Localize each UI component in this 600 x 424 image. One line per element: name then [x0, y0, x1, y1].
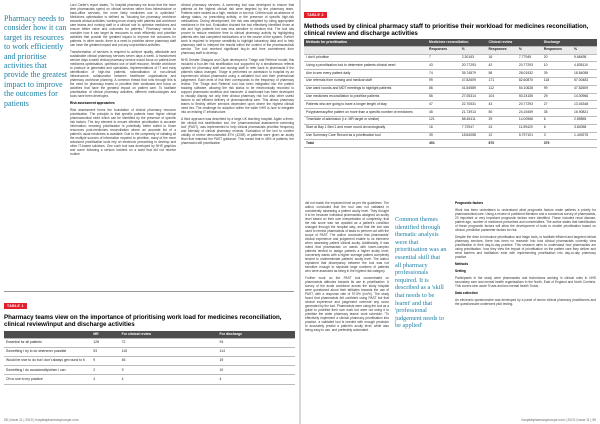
- table-cell: 27: [542, 101, 572, 109]
- paragraph: Risk assessment forms the foundation of clinical pharmacy resource prioritisation. The principle is that specific patients have higher clinical pharmaceutical need which can be identified by the presence of specific risk factors. The key element to ensure effective prioritisation is accurate information; meaning prioritisation is potentially better suited to those resources post-medicines reconciliation where an accurate list of a patient's usual medicines is available. Due to the complexity of collating all the multiple sources of information required to prioritise, many of the more advanced prioritisation tools rely on electronic prescribing to develop and other IT-based solutions. One such tool was developed by NHS graphics and some following a serious incident on a ward that did not receive routine: [70, 108, 176, 156]
- table-cell: 10: [542, 62, 572, 70]
- table-cell: 54.10628: [517, 85, 542, 93]
- table-2: [304, 3, 597, 148]
- table-cell: 379: [542, 140, 572, 148]
- table-row: [304, 93, 597, 101]
- table-cell: 58.45411: [460, 116, 487, 124]
- row-label: Use ward rounds and MDT meetings to highlight patients: [304, 85, 427, 93]
- table-cell: 13.04348: [572, 101, 597, 109]
- table-cell: 18.84058: [572, 70, 597, 78]
- section-heading: Risk assessment approaches: [70, 101, 115, 105]
- right-column-2: [455, 201, 596, 411]
- right-page: [301, 0, 600, 424]
- left-column-2: [181, 3, 294, 288]
- table-cell: 5.797101: [517, 132, 542, 140]
- table-cell: 21.73913: [460, 109, 487, 117]
- table-cell: 7.77949: [517, 54, 542, 62]
- table-cell: 27.05314: [460, 93, 487, 101]
- table-row: [304, 116, 597, 124]
- table-cell: 118: [542, 77, 572, 85]
- paragraph: Lord Carter's report states, "In hospital pharmacy we know that the more time pharmacists spend on clinical services rather than infrastructure or back-office services, the more likely medicines use is optimised." Medicines optimisation is defined as "focusing the pharmacy workforce towards clinical activities; working more closely with patients and workforce care teams and nursing staff in a clinical role to optimise medicines and ensure better value and outcomes for patients." Pharmacy needs to consider how it can target its resources to work efficiently and prioritise activities that provide the greatest impact to improve the outcomes for patients. In other words, there is a need to prioritise where pharmacy staff can have the greatest impact and put any unprioritised activities.: [70, 3, 176, 47]
- paragraph: Transformation of services is required to achieve quality, affordable and sustainable clinical pharmacy services seven days a week. A transformed service days a week clinical pharmacy service would focus on patient-level medicines optimisation, optimised use of staff resource, flexible workforce to produce or generated and specialists, implementations of IT and early identification of high-risk patients, rationalisation of non-clinical infrastructure, collaboration between healthcare organisations and pharmacy workforce planning. A common thread that runs through this is the need for pharmacy teams to prioritise their workloads and focus on activities that have the greatest impact on patient care. To facilitate prioritisation of clinical pharmacy activities, different methodologies and tools have been developed.: [70, 50, 176, 98]
- table-label: TABLE 1: [4, 303, 27, 308]
- table-header: For discharge: [218, 331, 295, 338]
- table-header: Medicines reconciliation: [427, 39, 487, 46]
- table-cell: 4: [218, 375, 295, 384]
- table-cell: 2.30163: [460, 54, 487, 62]
- table-header: Discharge: [542, 39, 597, 46]
- table-row: [304, 62, 597, 70]
- section-heading: Methods: [455, 262, 469, 266]
- table-row: [304, 132, 597, 140]
- table-row: [4, 338, 295, 347]
- table-cell: [517, 140, 542, 148]
- table-cell: 670: [487, 140, 517, 148]
- table-cell: 24: [487, 124, 517, 132]
- table-row: [304, 109, 597, 117]
- table-cell: 114: [218, 347, 295, 356]
- left-page: [0, 0, 299, 424]
- table-cell: 16: [427, 124, 460, 132]
- table-header: MR: [91, 331, 119, 338]
- table-cell: 10: [218, 366, 295, 375]
- table-cell: 2.89855: [572, 116, 597, 124]
- table-cell: 43: [487, 101, 517, 109]
- table-cell: 9: [120, 366, 218, 375]
- table-cell: 11.59420: [517, 124, 542, 132]
- table-cell: 18.84058: [460, 132, 487, 140]
- row-label: Use Summary Care Record as a prioritisation tool: [304, 132, 427, 140]
- page-footer: 58 | Issue 11 | 2019 | hospitalpharmacyeurope.com: [4, 418, 79, 422]
- table-cell: 4.835110: [572, 62, 597, 70]
- table-cell: 39: [542, 70, 572, 78]
- row-label: I don't prioritise: [304, 54, 427, 62]
- table-row: [304, 124, 597, 132]
- table-cell: 16.90821: [572, 109, 597, 117]
- table-cell: 56: [427, 93, 460, 101]
- table-cell: 7.72947: [460, 124, 487, 132]
- page-footer: hospitalpharmacyeurope.com | 2019 | Issue 11 | 59: [521, 418, 596, 422]
- row-label: Something I do occasionally/when I can: [4, 366, 91, 375]
- table-cell: 47: [427, 101, 460, 109]
- row-label: Aim to see every patient daily: [304, 70, 427, 78]
- table-row: [304, 85, 597, 93]
- table-cell: 86: [427, 85, 460, 93]
- table-row: [4, 366, 295, 375]
- subsection-heading: Data collection: [455, 291, 478, 295]
- table-subheader: Responses: [487, 46, 517, 54]
- table-cell: 9: [91, 357, 119, 366]
- table-cell: 19: [218, 357, 295, 366]
- table-cell: 9.66498: [572, 54, 597, 62]
- table-header: Methods for prioritisation: [304, 39, 427, 46]
- table-title: Pharmacy teams view on the importance of prioritising work load for medicines reconciliation, clinical review/input and discharge activities: [4, 314, 282, 328]
- right-column-1: [305, 201, 389, 411]
- table-header: For clinical review: [120, 331, 218, 338]
- table-cell: 4: [120, 375, 218, 384]
- table-cell: 20.77293: [517, 101, 542, 109]
- table-row: [4, 375, 295, 384]
- row-label: Start at Bay 1 Bed 1 and move round chronologically: [304, 124, 427, 132]
- table-cell: 39: [427, 132, 460, 140]
- paragraph: Work has been undertaken to understand what prognostic factors make patients a priority for pharmaceutical care. Using a review of published literature and a consensus survey of pharmacists, 23 important or very important prognostic factors were identified. These included renal disease, patient age, number of medicines prescribed and comorbidities. The author states that identification of these prognostic factors will allow the development of tools to enable prioritisation based on clinical, prediction parameter factors for risk.: [455, 208, 596, 232]
- table-cell: 20.77293: [517, 62, 542, 70]
- table-cell: [572, 140, 597, 148]
- table-cell: 20: [542, 54, 572, 62]
- table-cell: 50.24155: [517, 93, 542, 101]
- table-cell: 58: [487, 70, 517, 78]
- table-cell: 29: [487, 116, 517, 124]
- table-subheader: %: [517, 46, 542, 54]
- paragraph: Further work on the PAST tool concentrated on pharmacists attitudes towards its use in prioritisation. A survey of the acute workforce across the study hospital were questioned about their attitudes towards the use of PAST, with a response rate of 97.5% (n/n%). The study found that pharmacists felt confident using PAST but that clinical experience and judgement overrode any score generated by the tool. Pharmacists were using the tool as a guide to prioritise their own work but were not using it to prioritise the wider pharmacy teams' work schedule. "To effectively implement a clinical pharmacy prioritisation into practice, a validated tool is needed with enough precision to accurately predict a patient's acuity level, while also being easy to use, and preferably automated.: [305, 276, 389, 332]
- table-cell: 128: [91, 338, 119, 347]
- table-cell: 491: [427, 140, 460, 148]
- paragraph: did not match the expected level as per the guidelines. The author concluded that the tool was not validated in consistently assessing a patient acuity level. They thought it to be because individual pharmacists assigned an acuity level based on their own interpretation of complexity; that the risk score was not updated as a patient's condition changed through the hospital stay; and that the tool was used to remind pharmacists of tasks to perform out with the scope of PAST. The author concluded that pharmacists' clinical experience and judgement enable to us intervene when assessing patient clinical acuity. Additionally, it was noted that pharmacists on wards with lower-complex patients tended to assign patients a higher acuity level; conversely wards with a higher average patient complexity tended to underestimate patients' acuity level. The author explained that discrepancy between the tool was not sensitive enough to separate large numbers of patients who were assessed as being in the highest risk category.: [305, 201, 389, 273]
- table-title: Methods used by clinical pharmacy staff to prioritise their workload for medicines reconciliation, clinical review and discharge activities: [304, 23, 589, 37]
- table-cell: 104: [487, 93, 517, 101]
- table-cell: 50: [487, 109, 517, 117]
- table-cell: [460, 140, 487, 148]
- table-cell: 14.00966: [517, 116, 542, 124]
- table-cell: 43: [427, 62, 460, 70]
- row-label: Time/date of admission (i.e. MR target or similar): [304, 116, 427, 124]
- table-cell: 82.60870: [517, 77, 542, 85]
- table-cell: 47.82609: [572, 85, 597, 93]
- table-label: TABLE 2: [304, 12, 327, 17]
- table-cell: 1.449275: [572, 132, 597, 140]
- table-cell: 12: [487, 132, 517, 140]
- paragraph: Despite the drive to introduce prioritisation and triage tools, to facilitate efficient and targeted clinical pharmacy services, there has been no research into how clinical pharmacists currently view prioritisation in their day-to-day practice. This research aims to understand how pharmacists are using prioritisation, how they view the impact of prioritisation on the patient care they deliver and what barriers and facilitators exist with implementing prioritisation into day-to-day pharmacy practice.: [455, 235, 596, 259]
- left-column-1: [70, 3, 176, 288]
- table-subheader: Responses: [542, 46, 572, 54]
- table-row: [304, 140, 597, 148]
- table-row: [4, 347, 295, 356]
- divider: [4, 291, 294, 292]
- table-cell: 2: [91, 366, 119, 375]
- table-cell: 93: [91, 347, 119, 356]
- table-cell: 121: [427, 116, 460, 124]
- table-cell: 57.00483: [572, 77, 597, 85]
- table-cell: 7: [427, 54, 460, 62]
- table-cell: 112: [487, 85, 517, 93]
- table-subheader: %: [572, 46, 597, 54]
- table-row: [304, 101, 597, 109]
- table-2-grid: [304, 39, 597, 148]
- table-cell: 115: [120, 347, 218, 356]
- table-cell: 29: [542, 93, 572, 101]
- table-cell: 28.01932: [517, 70, 542, 78]
- table-subheader-row: [304, 46, 597, 54]
- table-subheader: %: [460, 46, 487, 54]
- row-label: Total: [304, 140, 427, 148]
- table-row: [304, 70, 597, 78]
- table-cell: 42: [487, 62, 517, 70]
- table-1-grid: [4, 331, 295, 385]
- table-cell: 3: [542, 132, 572, 140]
- row-label: Of no use to my practice: [4, 375, 91, 384]
- table-cell: 35: [542, 109, 572, 117]
- row-label: Use referrals from nursing and medical staff: [304, 77, 427, 85]
- table-subheader: Responses: [427, 46, 460, 54]
- subsection-heading: Setting: [455, 269, 466, 273]
- table-row: [304, 77, 597, 85]
- table-cell: 14.00966: [572, 93, 597, 101]
- table-cell: 46: [120, 357, 218, 366]
- table-cell: 47.82609: [460, 77, 487, 85]
- table-row: [4, 357, 295, 366]
- table-cell: 99: [542, 85, 572, 93]
- paragraph: clinical pharmacy services. A screening tool was developed to ensure that patients at the highest clinical risk were targeted by the pharmacy team. Patients were ranked as a high, medium or low risk. Criteria such as absence of allergy status, no prescribing activity, or the presence of specific high-risk medications. During development, the risk was weighted by using appropriate medicines in the tool. Evaluation showed the tool effectively identified those at risk and high patients but was less sensitive to medium risk. The tool has proven to reduce medicine time to clinical pharmacy activity by highlighting patients who had completed medications or in the course of the system. Further work is required to improve sensitivity to highlight laboratory data and to help pharmacy staff to interpret the results within the context of the pharmaceutical service. The tool received significant buy-in and time commitment from pharmacy staff to develop.: [181, 3, 294, 55]
- table-cell: 41.54589: [460, 85, 487, 93]
- row-label: Polypharmacy/the patient on more than a specific number of medicines: [304, 109, 427, 117]
- table-cell: 74: [427, 70, 460, 78]
- table-row: [304, 54, 597, 62]
- callout-quote: Common themes identified through thematic analysis were that prioritisation was an essential skill that all pharmacy professionals required. It is described as a 'skill that needs to be learnt' and that 'professional judgement needs to be applied': [395, 216, 447, 330]
- row-label: Something I try to do whenever possible: [4, 347, 91, 356]
- table-1: [4, 294, 295, 385]
- table-cell: 72: [120, 338, 218, 347]
- row-label: Use medicines reconciliation to prioritise patients: [304, 93, 427, 101]
- pull-quote: Pharmacy needs to consider how it can target its resources to work efficiently and prioritise activities that provide the greatest impact to improve the outcomes for patients: [4, 14, 68, 108]
- paragraph: An electronic questionnaire was developed by a panel of senior clinical pharmacy practitioners and the questionnaire underwent pilot testing.: [455, 298, 596, 306]
- table-header: [4, 331, 91, 338]
- table-cell: 171: [487, 77, 517, 85]
- section-heading: Prognostic factors: [455, 201, 484, 205]
- paragraph: Participants in the study were pharmacists and technicians working in clinical roles in NHS secondary care and mental health organisations in the North, East of England and North Cumbria. This covers nine acute Trusts and two mental health Trusts.: [455, 276, 596, 288]
- table-subheader: [304, 46, 427, 54]
- table-cell: 3.84058: [572, 124, 597, 132]
- table-cell: 16: [487, 54, 517, 62]
- table-cell: 93: [218, 338, 295, 347]
- table-cell: 6: [542, 124, 572, 132]
- row-label: Would be nice to do but I don't always get round to it: [4, 357, 91, 366]
- table-header: Clinical review: [487, 39, 542, 46]
- row-label: Essential for all patients: [4, 338, 91, 347]
- table-cell: 35.74879: [460, 70, 487, 78]
- paragraph: A third approach was described by a large UK teaching hospital. Again a three-tier clinical risk stratification tool, the 'pharmaceutical assessment screening tool' (PAST), was implemented to help clinical pharmacists prioritise frequency and intensity of clinical pharmacy reviews. Evaluation of the tool to confirm validity of review demonstrated 87% (42/55) of patients were given an acuity level that matched the PAST guidance. This meant that in 48% of patients, the pharmacist still prioritisation: [181, 117, 294, 145]
- table-cell: 20.77293: [460, 62, 487, 70]
- table-cell: 22.70531: [460, 101, 487, 109]
- table-cell: 99: [427, 77, 460, 85]
- table-cell: 45: [427, 109, 460, 117]
- table-cell: 24.15459: [517, 109, 542, 117]
- row-label: Using a prioritisation tool to determine patients clinical need: [304, 62, 427, 70]
- table-cell: 4: [91, 375, 119, 384]
- row-label: Patients who are going to have a longer length of stay: [304, 101, 427, 109]
- table-cell: 6: [542, 116, 572, 124]
- paragraph: NHS Greater Glasgow and Clyde developed a 'Triage and Referral' model; this included a four-tier risk stratification tool supported by a simultaneous referral system for pharmacy staff and nursing staff to refer back to pharmacist if the patient's status changed. Triage is performed on admission to hospital by an experienced clinical pharmacist using a validated tool and their professional judgement. Each level of risk then corresponds to the frequency of pharmacy review. The 'Triage and Referral' tool has been integrated into the patient tracking software, allowing the risk status to be electronically recorded to support pharmacist workflow and handover. A dashboard has been developed to visually display not only their clinical pharmacy risk but also other useful factors to aid efficient delivery of pharmaceutical care. This allows pharmacy teams to flexibly deliver services dependent upon where the highest clinical need lies. The challenge for adoption within the wider NHS is how to integrate into an existing IT infrastructure.: [181, 58, 294, 114]
